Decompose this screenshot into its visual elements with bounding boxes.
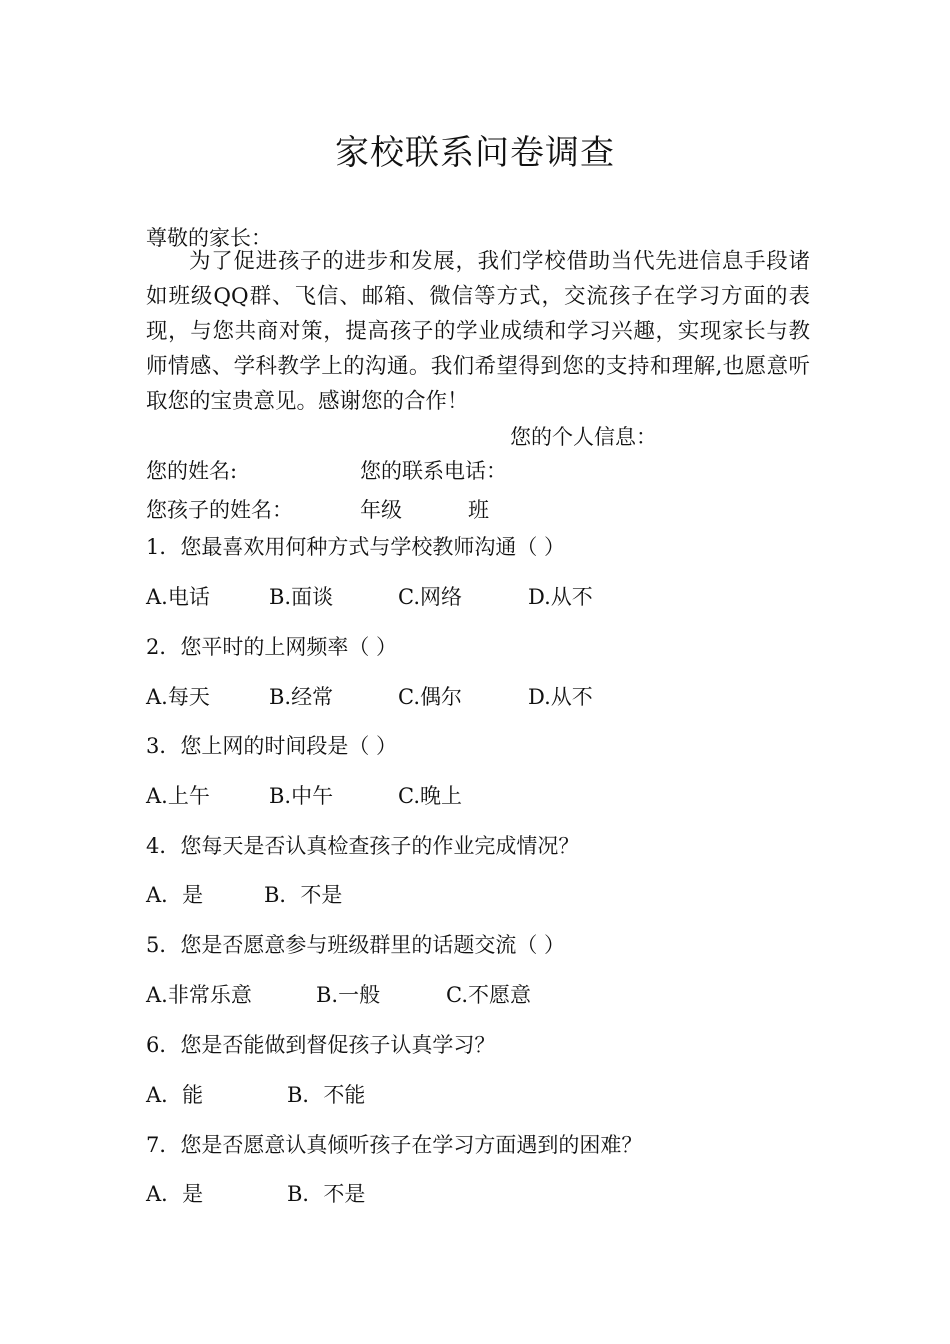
option: C.偶尔 <box>398 685 462 709</box>
greeting: 尊敬的家长： <box>146 226 272 250</box>
grade-label: 年级 <box>360 498 402 522</box>
option: B.经常 <box>269 685 334 709</box>
info-row-parent <box>146 456 746 486</box>
question-6-options <box>146 1080 846 1110</box>
document-title: 家校联系问卷调查 <box>335 133 615 173</box>
option: B.中午 <box>269 784 334 808</box>
question-2: 2．您平时的上网频率（ ） <box>146 635 398 659</box>
personal-info-heading: 您的个人信息： <box>510 425 657 449</box>
question-1: 1．您最喜欢用何种方式与学校教师沟通（ ） <box>146 535 566 559</box>
option: D.从不 <box>528 585 593 609</box>
question-1-options <box>146 582 846 612</box>
info-row-child <box>146 495 746 525</box>
option: A.上午 <box>146 784 210 808</box>
option: B.一般 <box>316 983 381 1007</box>
option: B．不是 <box>264 883 343 907</box>
option: D.从不 <box>528 685 593 709</box>
option: A．是 <box>146 883 204 907</box>
question-7: 7．您是否愿意认真倾听孩子在学习方面遇到的困难？ <box>146 1133 643 1157</box>
option: A.非常乐意 <box>146 983 252 1007</box>
question-3-options <box>146 781 846 811</box>
option: B．不是 <box>287 1182 366 1206</box>
question-4: 4．您每天是否认真检查孩子的作业完成情况？ <box>146 834 580 858</box>
child-name-label: 您孩子的姓名： <box>146 498 293 522</box>
class-label: 班 <box>468 498 489 522</box>
option: A．是 <box>146 1182 204 1206</box>
phone-label: 您的联系电话： <box>360 459 507 483</box>
question-7-options <box>146 1179 846 1209</box>
option: B．不能 <box>287 1083 366 1107</box>
option: C.不愿意 <box>446 983 531 1007</box>
question-3: 3．您上网的时间段是（ ） <box>146 734 398 758</box>
option: C.晚上 <box>398 784 462 808</box>
intro-paragraph: 为了促进孩子的进步和发展，我们学校借助当代先进信息手段诸如班级QQ群、飞信、邮箱、微信等方式，交流孩子在学习方面的表现，与您共商对策，提高孩子的学业成绩和学习兴趣，实现家长与教师情感、学科教学上的沟通。我们希望得到您的支持和理解,也愿意听取您的宝贵意见。感谢您的合作！ <box>146 249 810 414</box>
option: A．能 <box>146 1083 204 1107</box>
option: B.面谈 <box>269 585 334 609</box>
question-5-options <box>146 980 846 1010</box>
question-2-options <box>146 682 846 712</box>
question-5: 5．您是否愿意参与班级群里的话题交流（ ） <box>146 933 566 957</box>
option: C.网络 <box>398 585 462 609</box>
question-4-options <box>146 880 846 910</box>
parent-name-label: 您的姓名: <box>146 459 238 483</box>
option: A.电话 <box>146 585 210 609</box>
question-6: 6．您是否能做到督促孩子认真学习？ <box>146 1033 496 1057</box>
option: A.每天 <box>146 685 210 709</box>
